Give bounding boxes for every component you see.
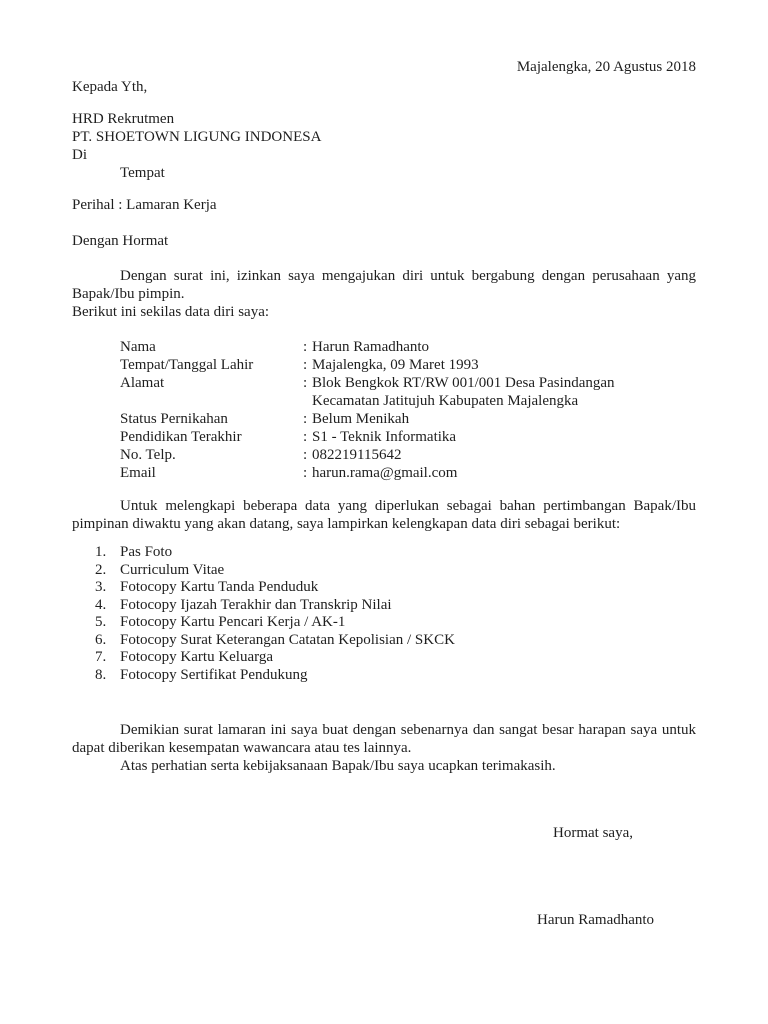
data-label: Email [120, 465, 156, 481]
list-text: Pas Foto [120, 544, 173, 560]
recipient-di: Di [72, 147, 87, 163]
data-label: No. Telp. [120, 447, 176, 463]
data-value: Kecamatan Jatitujuh Kabupaten Majalengka [312, 393, 579, 409]
closing-paragraph: Demikian surat lamaran ini saya buat dengan sebenarnya dan sangat besar harapan saya untuk dapat diberikan kesempatan wawancara atau tes lainnya. [72, 722, 696, 756]
colon: : [303, 375, 308, 391]
list-item [95, 614, 695, 632]
greeting: Dengan Hormat [72, 233, 169, 249]
recipient-department: HRD Rekrutmen [72, 111, 175, 127]
list-number: 4. [95, 596, 107, 613]
list-number: 7. [95, 649, 107, 665]
table-row [120, 428, 696, 446]
data-value: Belum Menikah [312, 411, 410, 427]
colon [303, 392, 312, 410]
list-item [95, 667, 695, 685]
data-value: Harun Ramadhanto [312, 339, 430, 355]
data-label: Pendidikan Terakhir [120, 429, 242, 445]
subject-line: Perihal : Lamaran Kerja [72, 197, 217, 213]
list-text: Fotocopy Kartu Keluarga [120, 649, 274, 665]
closing-block [72, 721, 696, 775]
table-row [120, 392, 696, 410]
data-value: 082219115642 [312, 447, 402, 463]
list-number: 3. [95, 579, 107, 595]
list-text: Fotocopy Surat Keterangan Catatan Kepolisian / SKCK [120, 631, 455, 648]
opening-paragraph: Dengan surat ini, izinkan saya mengajukan diri untuk bergabung dengan perusahaan yang Bapak/Ibu pimpin. [72, 268, 696, 302]
colon: : [303, 465, 308, 481]
recipient-company: PT. SHOETOWN LIGUNG INDONESA [72, 129, 322, 145]
data-value: Blok Bengkok RT/RW 001/001 Desa Pasindangan [312, 375, 615, 391]
list-item [95, 562, 695, 580]
table-row [120, 374, 696, 392]
list-number: 2. [95, 561, 107, 578]
list-number: 5. [95, 614, 107, 630]
data-label: Status Pernikahan [120, 411, 228, 427]
recipient-salutation: Kepada Yth, [72, 79, 148, 95]
colon: : [303, 429, 308, 445]
date-line: Majalengka, 20 Agustus 2018 [516, 59, 696, 75]
table-row [120, 464, 696, 482]
table-row [120, 356, 696, 374]
list-item [95, 597, 695, 615]
data-value: Majalengka, 09 Maret 1993 [312, 357, 479, 373]
colon: : [303, 447, 308, 463]
list-text: Curriculum Vitae [120, 561, 225, 578]
table-row [120, 410, 696, 428]
list-number: 1. [95, 544, 107, 560]
list-number: 8. [95, 666, 107, 683]
list-number: 6. [95, 631, 107, 648]
list-item [95, 579, 695, 597]
recipient-tempat: Tempat [120, 165, 165, 181]
signature-name: Harun Ramadhanto [537, 912, 655, 928]
data-value: S1 - Teknik Informatika [312, 429, 457, 445]
list-text: Fotocopy Sertifikat Pendukung [120, 666, 308, 683]
table-row [120, 338, 696, 356]
closing-thanks: Atas perhatian serta kebijaksanaan Bapak/Ibu saya ucapkan terimakasih. [120, 758, 556, 774]
personal-data-table [120, 338, 696, 482]
colon: : [303, 339, 308, 355]
list-item [95, 544, 695, 562]
data-value: harun.rama@gmail.com [312, 465, 458, 481]
data-label: Nama [120, 339, 156, 355]
opening-block [72, 267, 696, 321]
list-text: Fotocopy Ijazah Terakhir dan Transkrip Nilai [120, 596, 392, 613]
recipient-block [72, 110, 321, 182]
list-item [95, 632, 695, 650]
attachments-intro: Untuk melengkapi beberapa data yang diperlukan sebagai bahan pertimbangan Bapak/Ibu pimpinan diwaktu yang akan datang, saya lampirkan kelengkapan data diri sebagai berikut: [72, 498, 696, 532]
opening-followup: Berikut ini sekilas data diri saya: [72, 304, 270, 320]
list-text: Fotocopy Kartu Pencari Kerja / AK-1 [120, 614, 346, 630]
data-label: Alamat [120, 375, 165, 391]
colon: : [303, 411, 308, 427]
data-label: Tempat/Tanggal Lahir [120, 357, 254, 373]
signature-salutation: Hormat saya, [553, 825, 633, 841]
table-row [120, 446, 696, 464]
list-item [95, 649, 695, 667]
list-text: Fotocopy Kartu Tanda Penduduk [120, 579, 319, 595]
attachments-list [95, 544, 695, 684]
data-label [120, 392, 303, 410]
colon: : [303, 357, 308, 373]
